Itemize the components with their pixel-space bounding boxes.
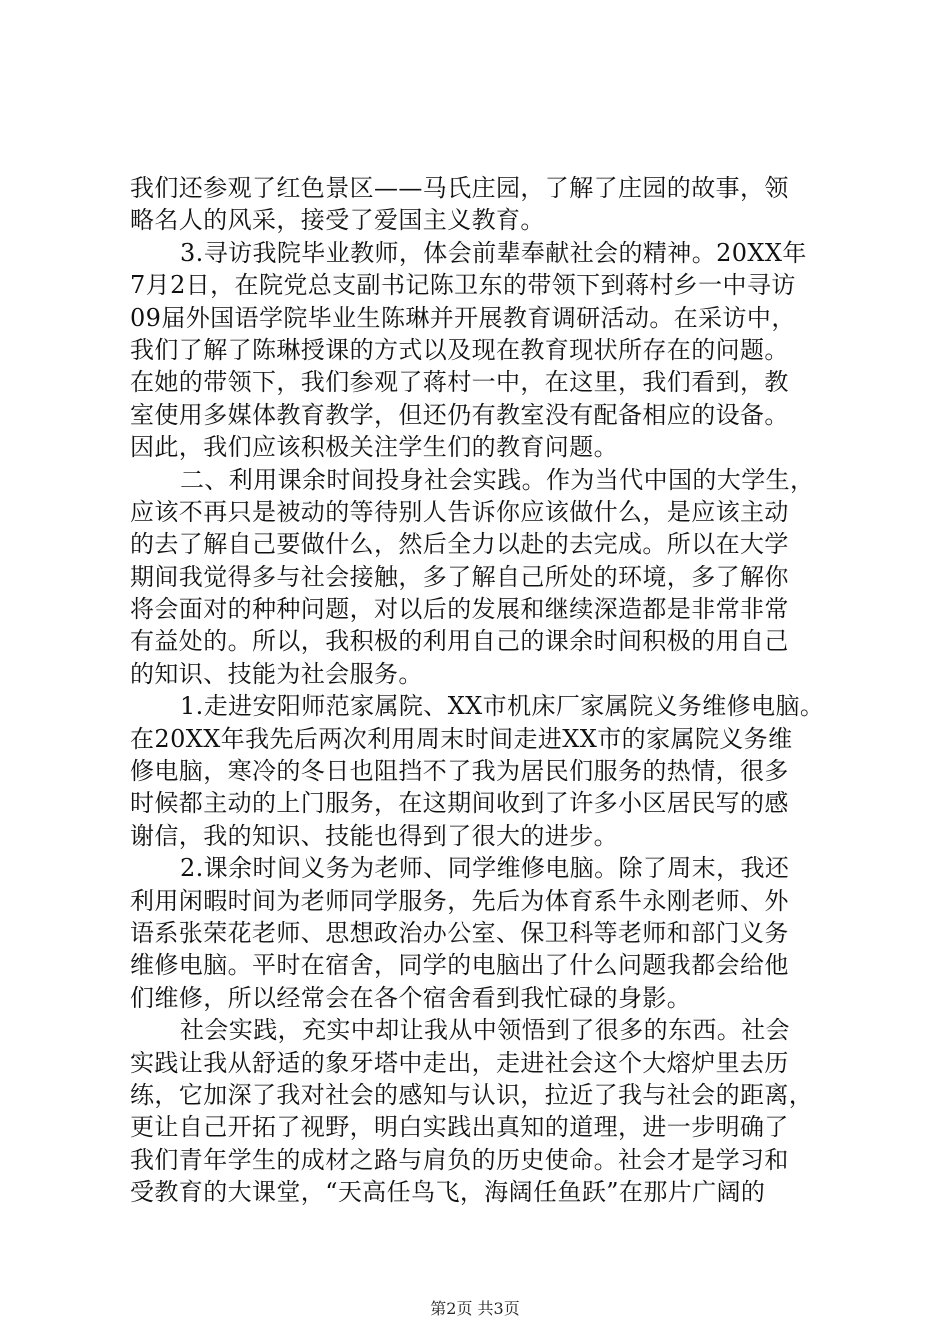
document-body — [130, 172, 825, 1209]
paragraph-start-line: 1.走进安阳师范家属院、XX市机床厂家属院义务维修电脑。 — [180, 692, 825, 721]
text-line: 实践让我从舒适的象牙塔中走出，走进社会这个大熔炉里去历 — [130, 1048, 789, 1077]
text-line: 时候都主动的上门服务，在这期间收到了许多小区居民写的感 — [130, 789, 789, 818]
text-line: 因此，我们应该积极关注学生们的教育问题。 — [130, 433, 618, 462]
section-heading-line: 二、利用课余时间投身社会实践。作为当代中国的大学生， — [180, 465, 815, 494]
text-line: 语系张荣花老师、思想政治办公室、保卫科等老师和部门义务 — [130, 918, 789, 947]
text-line: 的知识、技能为社会服务。 — [130, 659, 423, 688]
text-line: 们维修，所以经常会在各个宿舍看到我忙碌的身影。 — [130, 983, 692, 1012]
text-line: 将会面对的种种问题，对以后的发展和继续深造都是非常非常 — [130, 595, 789, 624]
text-line: 室使用多媒体教育教学，但还仍有教室没有配备相应的设备。 — [130, 400, 789, 429]
text-line: 我们还参观了红色景区——马氏庄园，了解了庄园的故事，领 — [130, 174, 789, 202]
text-line: 受教育的大课堂，“天高任鸟飞，海阔任鱼跃”在那片广阔的 — [130, 1178, 766, 1207]
text-line: 略名人的风采，接受了爱国主义教育。 — [130, 206, 545, 235]
text-line: 练，它加深了我对社会的感知与认识，拉近了我与社会的距离， — [130, 1080, 814, 1109]
text-line: 维修电脑。平时在宿舍，同学的电脑出了什么问题我都会给他 — [130, 951, 789, 980]
text-line: 在20XX年我先后两次利用周末时间走进XX市的家属院义务维 — [130, 724, 793, 753]
text-line: 我们了解了陈琳授课的方式以及现在教育现状所存在的问题。 — [130, 335, 789, 364]
paragraph-start-line: 3.寻访我院毕业教师，体会前辈奉献社会的精神。20XX年 — [180, 238, 807, 267]
text-line: 我们青年学生的成材之路与肩负的历史使命。社会才是学习和 — [130, 1145, 789, 1174]
text-line: 应该不再只是被动的等待别人告诉你应该做什么，是应该主动 — [130, 497, 789, 526]
text-line: 修电脑，寒冷的冬日也阻挡不了我为居民们服务的热情，很多 — [130, 757, 789, 786]
paragraph-start-line: 社会实践，充实中却让我从中领悟到了很多的东西。社会 — [180, 1016, 790, 1045]
text-line: 谢信，我的知识、技能也得到了很大的进步。 — [130, 821, 618, 850]
text-line: 在她的带领下，我们参观了蒋村一中，在这里，我们看到，教 — [130, 368, 789, 397]
page-number-footer: 第2页 共3页 — [430, 1299, 520, 1318]
paragraph-start-line: 2.课余时间义务为老师、同学维修电脑。除了周末，我还 — [180, 854, 790, 883]
text-line: 有益处的。所以，我积极的利用自己的课余时间积极的用自己 — [130, 627, 789, 656]
text-line: 期间我觉得多与社会接触，多了解自己所处的环境，多了解你 — [130, 562, 789, 591]
text-line: 7月2日，在院党总支副书记陈卫东的带领下到蒋村乡一中寻访 — [130, 271, 796, 300]
text-line: 的去了解自己要做什么，然后全力以赴的去完成。所以在大学 — [130, 530, 789, 559]
text-line: 利用闲暇时间为老师同学服务，先后为体育系牛永刚老师、外 — [130, 886, 789, 915]
text-line: 更让自己开拓了视野，明白实践出真知的道理，进一步明确了 — [130, 1113, 789, 1142]
text-line: 09届外国语学院毕业生陈琳并开展教育调研活动。在采访中， — [130, 303, 796, 332]
